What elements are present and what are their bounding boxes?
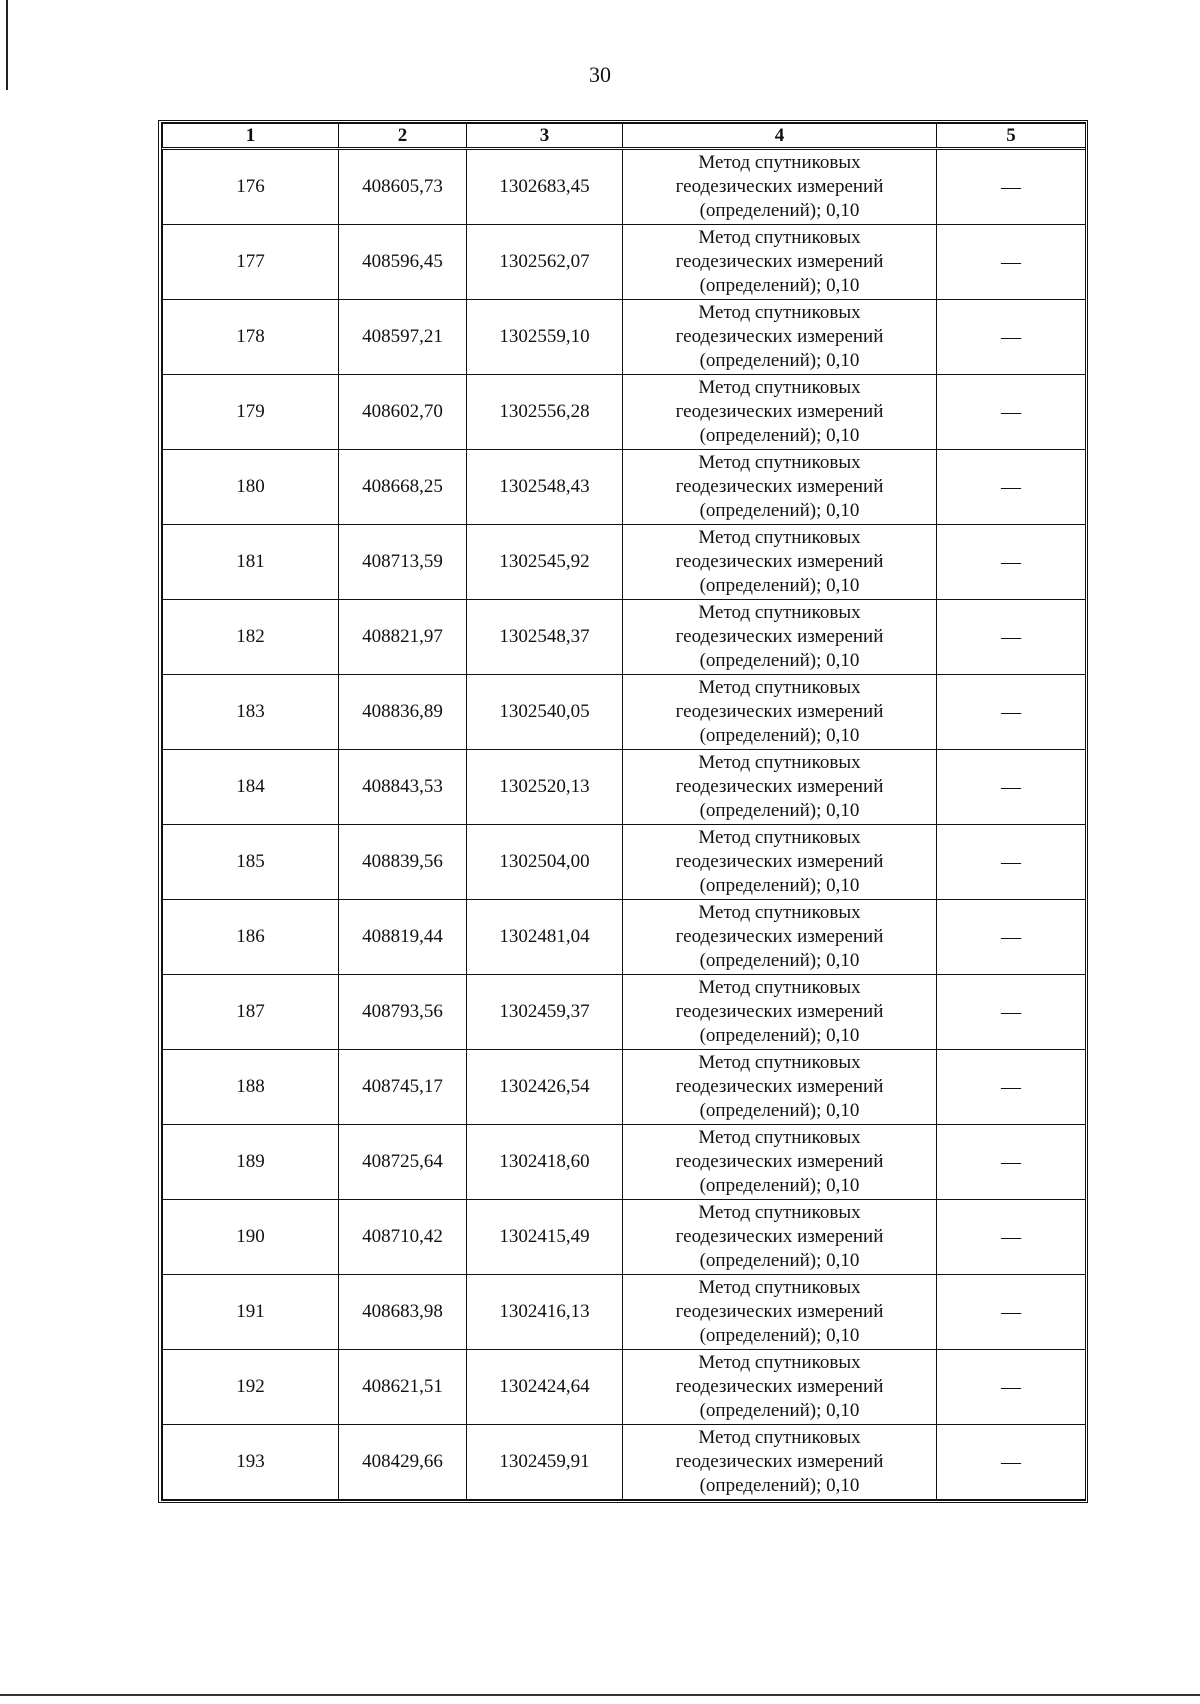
coordinate-x-cell: 408621,51 bbox=[339, 1350, 467, 1425]
point-number-cell: 190 bbox=[163, 1200, 339, 1275]
method-line-2: геодезических измерений bbox=[675, 1226, 884, 1247]
method-accuracy-cell bbox=[623, 975, 937, 1050]
method-line-1: Метод спутниковых bbox=[698, 152, 861, 173]
coordinate-x-cell: 408839,56 bbox=[339, 825, 467, 900]
table-row bbox=[163, 149, 1086, 225]
method-accuracy-cell bbox=[623, 1125, 937, 1200]
method-line-3: (определений); 0,10 bbox=[699, 1400, 860, 1421]
point-number-cell: 183 bbox=[163, 675, 339, 750]
table-row bbox=[163, 300, 1086, 375]
point-number-cell: 186 bbox=[163, 900, 339, 975]
method-line-1: Метод спутниковых bbox=[698, 527, 861, 548]
note-cell: — bbox=[937, 375, 1086, 450]
method-line-3: (определений); 0,10 bbox=[699, 1325, 860, 1346]
coordinate-x-cell: 408725,64 bbox=[339, 1125, 467, 1200]
coordinate-y-cell: 1302556,28 bbox=[467, 375, 623, 450]
method-line-3: (определений); 0,10 bbox=[699, 500, 860, 521]
method-line-2: геодезических измерений bbox=[675, 1076, 884, 1097]
coordinate-y-cell: 1302459,37 bbox=[467, 975, 623, 1050]
method-accuracy-cell bbox=[623, 675, 937, 750]
method-line-1: Метод спутниковых bbox=[698, 377, 861, 398]
method-line-3: (определений); 0,10 bbox=[699, 650, 860, 671]
method-line-3: (определений); 0,10 bbox=[699, 275, 860, 296]
method-line-3: (определений); 0,10 bbox=[699, 350, 860, 371]
point-number-cell: 193 bbox=[163, 1425, 339, 1500]
method-line-2: геодезических измерений bbox=[675, 1376, 884, 1397]
method-line-2: геодезических измерений bbox=[675, 1001, 884, 1022]
coordinate-y-cell: 1302504,00 bbox=[467, 825, 623, 900]
point-number-cell: 192 bbox=[163, 1350, 339, 1425]
method-line-1: Метод спутниковых bbox=[698, 452, 861, 473]
table-row bbox=[163, 825, 1086, 900]
method-line-1: Метод спутниковых bbox=[698, 1427, 861, 1448]
note-cell: — bbox=[937, 450, 1086, 525]
method-line-1: Метод спутниковых bbox=[698, 602, 861, 623]
method-accuracy-cell bbox=[623, 900, 937, 975]
point-number-cell: 178 bbox=[163, 300, 339, 375]
method-line-3: (определений); 0,10 bbox=[699, 1100, 860, 1121]
coordinate-y-cell: 1302548,43 bbox=[467, 450, 623, 525]
coordinate-y-cell: 1302426,54 bbox=[467, 1050, 623, 1125]
table-row bbox=[163, 975, 1086, 1050]
coordinate-y-cell: 1302540,05 bbox=[467, 675, 623, 750]
note-cell: — bbox=[937, 750, 1086, 825]
method-line-3: (определений); 0,10 bbox=[699, 1475, 860, 1496]
note-cell: — bbox=[937, 525, 1086, 600]
method-line-2: геодезических измерений bbox=[675, 1301, 884, 1322]
method-accuracy-cell bbox=[623, 1050, 937, 1125]
coordinate-y-cell: 1302418,60 bbox=[467, 1125, 623, 1200]
column-header-4: 4 bbox=[623, 124, 937, 149]
coordinate-x-cell: 408602,70 bbox=[339, 375, 467, 450]
coordinate-y-cell: 1302481,04 bbox=[467, 900, 623, 975]
method-line-3: (определений); 0,10 bbox=[699, 950, 860, 971]
coordinate-y-cell: 1302562,07 bbox=[467, 225, 623, 300]
point-number-cell: 179 bbox=[163, 375, 339, 450]
table-header-row bbox=[163, 124, 1086, 149]
method-line-1: Метод спутниковых bbox=[698, 1052, 861, 1073]
coordinate-y-cell: 1302520,13 bbox=[467, 750, 623, 825]
method-accuracy-cell bbox=[623, 1350, 937, 1425]
method-line-2: геодезических измерений bbox=[675, 1151, 884, 1172]
note-cell: — bbox=[937, 1275, 1086, 1350]
method-line-2: геодезических измерений bbox=[675, 701, 884, 722]
point-number-cell: 177 bbox=[163, 225, 339, 300]
method-line-2: геодезических измерений bbox=[675, 401, 884, 422]
method-line-1: Метод спутниковых bbox=[698, 677, 861, 698]
note-cell: — bbox=[937, 1200, 1086, 1275]
method-line-2: геодезических измерений bbox=[675, 1451, 884, 1472]
coordinate-y-cell: 1302548,37 bbox=[467, 600, 623, 675]
method-line-3: (определений); 0,10 bbox=[699, 800, 860, 821]
coordinate-x-cell: 408710,42 bbox=[339, 1200, 467, 1275]
method-line-2: геодезических измерений bbox=[675, 626, 884, 647]
column-header-2: 2 bbox=[339, 124, 467, 149]
note-cell: — bbox=[937, 149, 1086, 225]
method-accuracy-cell bbox=[623, 225, 937, 300]
method-line-3: (определений); 0,10 bbox=[699, 200, 860, 221]
method-line-1: Метод спутниковых bbox=[698, 1277, 861, 1298]
method-accuracy-cell bbox=[623, 600, 937, 675]
method-accuracy-cell bbox=[623, 825, 937, 900]
table-row bbox=[163, 1275, 1086, 1350]
point-number-cell: 185 bbox=[163, 825, 339, 900]
method-line-3: (определений); 0,10 bbox=[699, 1250, 860, 1271]
method-line-3: (определений); 0,10 bbox=[699, 425, 860, 446]
method-line-1: Метод спутниковых bbox=[698, 1352, 861, 1373]
method-line-3: (определений); 0,10 bbox=[699, 725, 860, 746]
method-line-2: геодезических измерений bbox=[675, 776, 884, 797]
method-accuracy-cell bbox=[623, 1275, 937, 1350]
coordinate-y-cell: 1302416,13 bbox=[467, 1275, 623, 1350]
method-accuracy-cell bbox=[623, 375, 937, 450]
note-cell: — bbox=[937, 300, 1086, 375]
table-row bbox=[163, 525, 1086, 600]
coordinate-y-cell: 1302424,64 bbox=[467, 1350, 623, 1425]
table-row bbox=[163, 450, 1086, 525]
method-line-2: геодезических измерений bbox=[675, 176, 884, 197]
point-number-cell: 191 bbox=[163, 1275, 339, 1350]
coordinate-x-cell: 408745,17 bbox=[339, 1050, 467, 1125]
scan-edge-mark-bottom bbox=[0, 1694, 1200, 1696]
table-body bbox=[163, 149, 1086, 1500]
coordinate-x-cell: 408597,21 bbox=[339, 300, 467, 375]
note-cell: — bbox=[937, 975, 1086, 1050]
note-cell: — bbox=[937, 1350, 1086, 1425]
point-number-cell: 188 bbox=[163, 1050, 339, 1125]
method-line-2: геодезических измерений bbox=[675, 851, 884, 872]
note-cell: — bbox=[937, 825, 1086, 900]
method-line-2: геодезических измерений bbox=[675, 926, 884, 947]
method-line-3: (определений); 0,10 bbox=[699, 1175, 860, 1196]
point-number-cell: 182 bbox=[163, 600, 339, 675]
coordinate-y-cell: 1302415,49 bbox=[467, 1200, 623, 1275]
method-line-3: (определений); 0,10 bbox=[699, 875, 860, 896]
note-cell: — bbox=[937, 225, 1086, 300]
table-row bbox=[163, 750, 1086, 825]
note-cell: — bbox=[937, 675, 1086, 750]
method-line-3: (определений); 0,10 bbox=[699, 575, 860, 596]
coordinate-x-cell: 408713,59 bbox=[339, 525, 467, 600]
method-accuracy-cell bbox=[623, 1200, 937, 1275]
point-number-cell: 180 bbox=[163, 450, 339, 525]
coordinate-y-cell: 1302545,92 bbox=[467, 525, 623, 600]
coordinate-x-cell: 408843,53 bbox=[339, 750, 467, 825]
table-row bbox=[163, 900, 1086, 975]
method-line-1: Метод спутниковых bbox=[698, 302, 861, 323]
method-accuracy-cell bbox=[623, 450, 937, 525]
table-row bbox=[163, 1125, 1086, 1200]
method-accuracy-cell bbox=[623, 525, 937, 600]
coordinates-table-frame bbox=[158, 120, 1088, 1503]
table-row bbox=[163, 1425, 1086, 1500]
method-line-1: Метод спутниковых bbox=[698, 752, 861, 773]
table-row bbox=[163, 1050, 1086, 1125]
column-header-1: 1 bbox=[163, 124, 339, 149]
coordinate-x-cell: 408605,73 bbox=[339, 149, 467, 225]
note-cell: — bbox=[937, 600, 1086, 675]
table-row bbox=[163, 225, 1086, 300]
point-number-cell: 176 bbox=[163, 149, 339, 225]
method-line-2: геодезических измерений bbox=[675, 326, 884, 347]
method-line-3: (определений); 0,10 bbox=[699, 1025, 860, 1046]
coordinates-table bbox=[162, 123, 1086, 1500]
method-accuracy-cell bbox=[623, 1425, 937, 1500]
coordinate-x-cell: 408793,56 bbox=[339, 975, 467, 1050]
method-line-2: геодезических измерений bbox=[675, 551, 884, 572]
point-number-cell: 184 bbox=[163, 750, 339, 825]
coordinate-x-cell: 408429,66 bbox=[339, 1425, 467, 1500]
coordinate-x-cell: 408819,44 bbox=[339, 900, 467, 975]
coordinate-y-cell: 1302559,10 bbox=[467, 300, 623, 375]
method-line-1: Метод спутниковых bbox=[698, 977, 861, 998]
point-number-cell: 189 bbox=[163, 1125, 339, 1200]
coordinate-x-cell: 408821,97 bbox=[339, 600, 467, 675]
table-row bbox=[163, 1200, 1086, 1275]
method-line-1: Метод спутниковых bbox=[698, 227, 861, 248]
page-number: 30 bbox=[589, 62, 611, 87]
point-number-cell: 181 bbox=[163, 525, 339, 600]
method-line-1: Метод спутниковых bbox=[698, 827, 861, 848]
method-accuracy-cell bbox=[623, 750, 937, 825]
coordinate-x-cell: 408668,25 bbox=[339, 450, 467, 525]
note-cell: — bbox=[937, 900, 1086, 975]
column-header-5: 5 bbox=[937, 124, 1086, 149]
method-line-1: Метод спутниковых bbox=[698, 1127, 861, 1148]
column-header-3: 3 bbox=[467, 124, 623, 149]
table-row bbox=[163, 600, 1086, 675]
coordinate-x-cell: 408683,98 bbox=[339, 1275, 467, 1350]
note-cell: — bbox=[937, 1425, 1086, 1500]
table-row bbox=[163, 375, 1086, 450]
method-line-2: геодезических измерений bbox=[675, 476, 884, 497]
coordinate-x-cell: 408836,89 bbox=[339, 675, 467, 750]
point-number-cell: 187 bbox=[163, 975, 339, 1050]
method-accuracy-cell bbox=[623, 300, 937, 375]
method-line-2: геодезических измерений bbox=[675, 251, 884, 272]
coordinate-y-cell: 1302683,45 bbox=[467, 149, 623, 225]
method-line-1: Метод спутниковых bbox=[698, 902, 861, 923]
table-row bbox=[163, 1350, 1086, 1425]
method-line-1: Метод спутниковых bbox=[698, 1202, 861, 1223]
method-accuracy-cell bbox=[623, 149, 937, 225]
coordinate-x-cell: 408596,45 bbox=[339, 225, 467, 300]
note-cell: — bbox=[937, 1050, 1086, 1125]
coordinate-y-cell: 1302459,91 bbox=[467, 1425, 623, 1500]
table-row bbox=[163, 675, 1086, 750]
note-cell: — bbox=[937, 1125, 1086, 1200]
